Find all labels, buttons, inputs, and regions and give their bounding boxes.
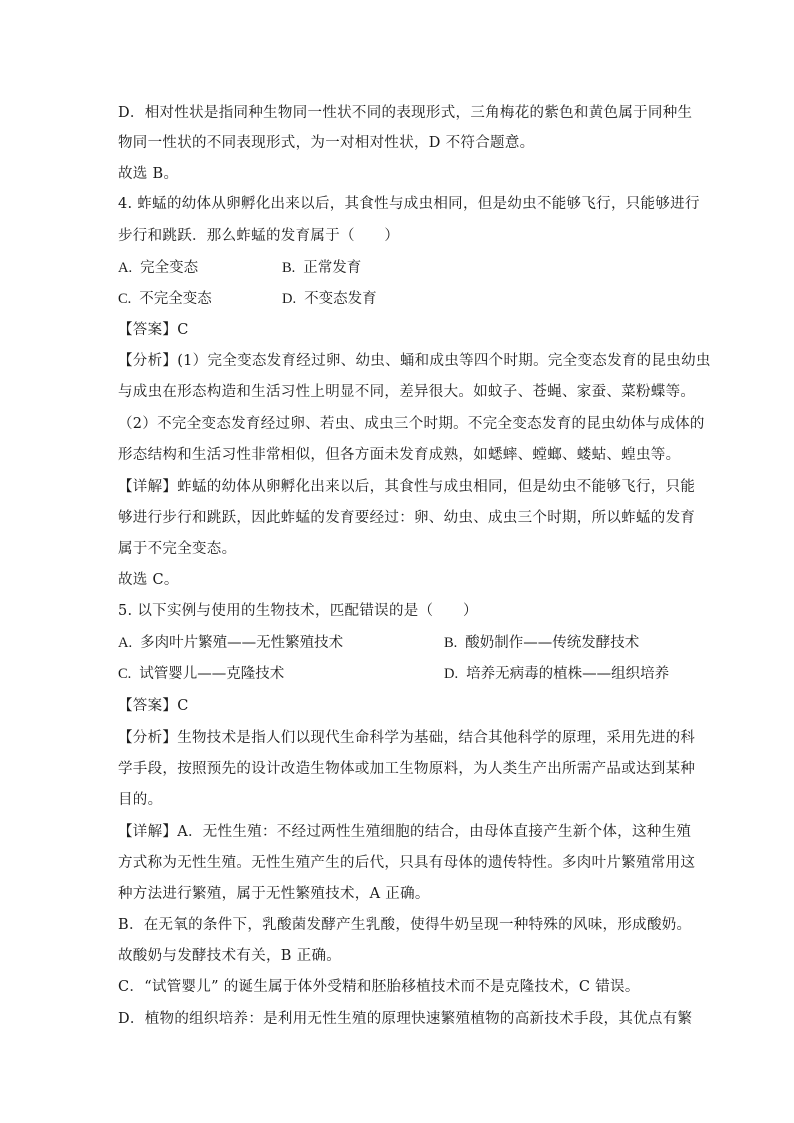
q4-option-a xyxy=(118,258,198,278)
option-text: 不完全变态 xyxy=(139,291,212,307)
question-4-stem: 4. 蚱蜢的幼体从卵孵化出来以后，其食性与成虫相同，但是幼虫不能够飞行，只能够进行 xyxy=(118,196,700,212)
option-letter: C. xyxy=(118,291,132,307)
analysis-line: （2）不完全变态发育经过卵、若虫、成虫三个时期。不完全变态发育的昆虫幼体与成体的 xyxy=(118,416,705,432)
answer-line: 【答案】C xyxy=(118,698,189,714)
explanation-line: 够进行步行和跳跃，因此蚱蜢的发育要经过：卵、幼虫、成虫三个时期，所以蚱蜢的发育 xyxy=(118,510,696,526)
explanation-line: 【详解】蚱蜢的幼体从卵孵化出来以后，其食性与成虫相同，但是幼虫不能够飞行，只能 xyxy=(118,479,696,495)
explanation-line: 方式称为无性生殖。无性生殖产生的后代，只具有母体的遗传特性。多肉叶片繁殖常用这 xyxy=(118,855,696,871)
option-letter: C. xyxy=(118,666,132,682)
question-4-stem: 步行和跳跃．那么蚱蜢的发育属于（ ） xyxy=(118,228,400,244)
question-5-stem: 5. 以下实例与使用的生物技术，匹配错误的是（ ） xyxy=(118,603,478,619)
analysis-line: 学手段，按照预先的设计改造生物体或加工生物原料，为人类生产出所需产品或达到某种 xyxy=(118,761,696,777)
explanation-line: 属于不完全变态。 xyxy=(118,541,237,557)
option-text: 多肉叶片繁殖——无性繁殖技术 xyxy=(140,635,344,651)
q5-option-d xyxy=(444,664,669,684)
option-letter: A. xyxy=(118,635,133,651)
option-text: 不变态发育 xyxy=(304,291,377,307)
analysis-line: 目的。 xyxy=(118,792,163,808)
q4-option-b xyxy=(282,258,361,278)
answer-line: 【答案】C xyxy=(118,322,189,338)
analysis-line: 形态结构和生活习性非常相似，但各方面未发育成熟，如蟋蟀、螳螂、蝼蛄、蝗虫等。 xyxy=(118,447,681,463)
analysis-line: 【分析】(1）完全变态发育经过卵、幼虫、蛹和成虫等四个时期。完全变态发育的昆虫幼虫 xyxy=(118,353,711,369)
text-line: 故选 B。 xyxy=(118,166,179,182)
q5-option-b xyxy=(444,633,639,653)
text-line: D．相对性状是指同种生物同一性状不同的表现形式，三角梅花的紫色和黄色属于同种生 xyxy=(118,105,693,121)
explanation-line: D．植物的组织培养：是利用无性生殖的原理快速繁殖植物的高新技术手段，其优点有繁 xyxy=(118,1011,693,1027)
option-letter: D. xyxy=(444,666,459,682)
explanation-line: 种方法进行繁殖，属于无性繁殖技术，A 正确。 xyxy=(118,886,430,902)
analysis-line: 【分析】生物技术是指人们以现代生命科学为基础，结合其他科学的原理，采用先进的科 xyxy=(118,730,696,746)
text-line: 物同一性状的不同表现形式，为一对相对性状，D 不符合题意。 xyxy=(118,135,535,151)
q4-option-c xyxy=(118,289,212,309)
option-text: 培养无病毒的植株——组织培养 xyxy=(466,666,670,682)
option-text: 完全变态 xyxy=(140,260,199,276)
explanation-line: 故酸奶与发酵技术有关，B 正确。 xyxy=(118,948,342,964)
q4-option-d xyxy=(282,289,377,309)
analysis-line: 与成虫在形态构造和生活习性上明显不同，差异很大。如蚊子、苍蝇、家蚕、菜粉蝶等。 xyxy=(118,384,696,400)
option-text: 酸奶制作——传统发酵技术 xyxy=(465,635,640,651)
option-letter: A. xyxy=(118,260,133,276)
q5-option-c xyxy=(118,664,284,684)
option-text: 正常发育 xyxy=(303,260,362,276)
option-letter: D. xyxy=(282,291,297,307)
text-line: 故选 C。 xyxy=(118,572,179,588)
explanation-line: 【详解】A．无性生殖：不经过两性生殖细胞的结合，由母体直接产生新个体，这种生殖 xyxy=(118,824,692,840)
option-text: 试管婴儿——克隆技术 xyxy=(139,666,285,682)
explanation-line: B．在无氧的条件下，乳酸菌发酵产生乳酸，使得牛奶呈现一种特殊的风味，形成酸奶。 xyxy=(118,917,692,933)
explanation-line: C．“试管婴儿” 的诞生属于体外受精和胚胎移植技术而不是克隆技术，C 错误。 xyxy=(118,979,640,995)
option-letter: B. xyxy=(444,635,458,651)
option-letter: B. xyxy=(282,260,296,276)
q5-option-a xyxy=(118,633,343,653)
